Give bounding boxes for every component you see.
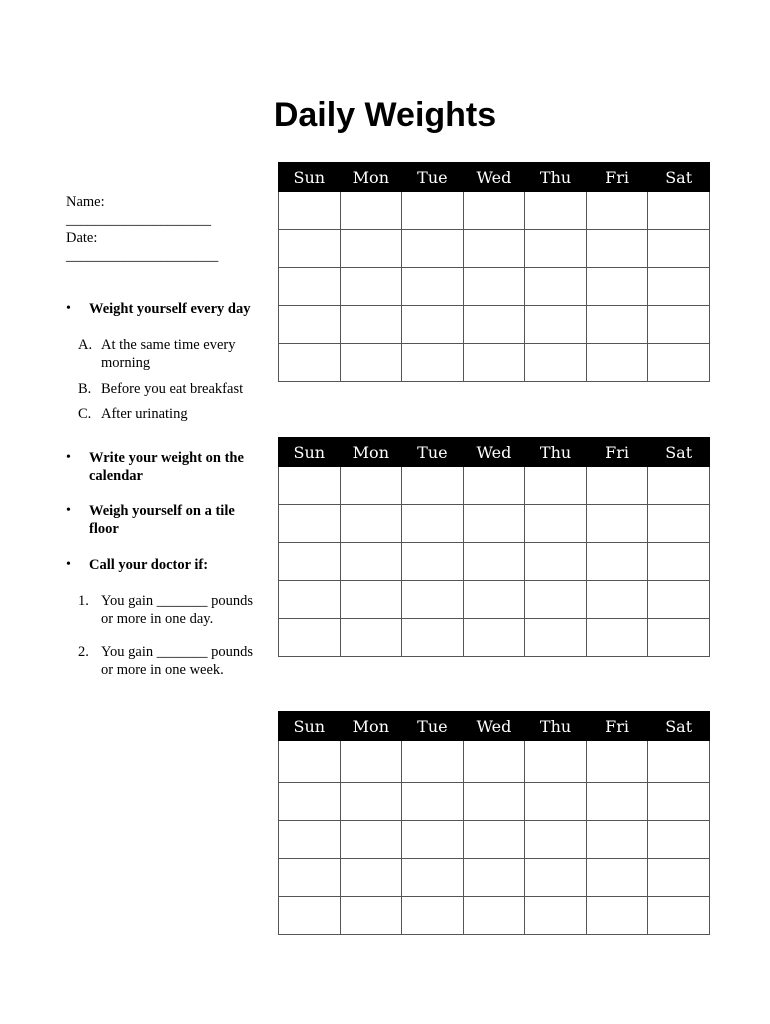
week-row [279,859,710,897]
page-title: Daily Weights [273,96,497,134]
week-row [279,821,710,859]
day-cell[interactable] [340,505,402,543]
day-header: Sun [279,163,341,192]
day-cell[interactable] [402,821,464,859]
day-cell[interactable] [463,859,525,897]
day-cell[interactable] [402,230,464,268]
day-cell[interactable] [525,192,587,230]
day-cell[interactable] [648,897,710,935]
week-row [279,581,710,619]
day-cell[interactable] [525,344,587,382]
week-row [279,741,710,783]
day-header: Mon [340,163,402,192]
day-cell[interactable] [340,467,402,505]
day-cell[interactable] [279,859,341,897]
bullet-icon: • [66,301,71,316]
day-cell[interactable] [525,467,587,505]
day-cell[interactable] [340,741,402,783]
day-cell[interactable] [586,268,648,306]
day-cell[interactable] [279,505,341,543]
day-cell[interactable] [402,268,464,306]
day-cell[interactable] [279,192,341,230]
instruction-sub-a: At the same time every morning [101,337,236,371]
day-header: Wed [463,163,525,192]
day-cell[interactable] [525,306,587,344]
day-cell[interactable] [648,581,710,619]
day-cell[interactable] [586,821,648,859]
bullet-icon: • [66,450,71,465]
day-cell[interactable] [525,821,587,859]
day-header: Fri [586,163,648,192]
day-cell[interactable] [340,821,402,859]
day-cell[interactable] [340,306,402,344]
day-cell[interactable] [279,268,341,306]
day-header: Sat [648,712,710,741]
instruction-tile-floor: Weigh yourself on a tile floor [89,503,235,537]
day-cell[interactable] [463,306,525,344]
day-cell[interactable] [340,192,402,230]
weight-calendar-3 [278,711,710,935]
day-header: Wed [463,438,525,467]
day-cell[interactable] [586,859,648,897]
week-row [279,505,710,543]
day-header: Wed [463,712,525,741]
list-marker: 2. [78,644,89,660]
day-cell[interactable] [402,505,464,543]
day-header: Sat [648,163,710,192]
day-cell[interactable] [279,230,341,268]
day-header: Tue [402,712,464,741]
list-marker: C. [78,406,92,422]
week-row [279,467,710,505]
day-cell[interactable] [525,230,587,268]
day-cell[interactable] [586,741,648,783]
day-cell[interactable] [586,543,648,581]
day-cell[interactable] [402,741,464,783]
list-marker: B. [78,381,92,397]
day-header: Sun [279,712,341,741]
week-row [279,192,710,230]
day-cell[interactable] [648,467,710,505]
day-cell[interactable] [402,897,464,935]
week-row [279,306,710,344]
weight-calendar-1 [278,162,710,382]
day-cell[interactable] [279,821,341,859]
day-cell[interactable] [648,741,710,783]
day-cell[interactable] [402,306,464,344]
day-cell[interactable] [340,859,402,897]
day-cell[interactable] [525,505,587,543]
day-cell[interactable] [463,821,525,859]
day-cell[interactable] [586,230,648,268]
bullet-icon: • [66,557,71,572]
day-cell[interactable] [279,543,341,581]
day-cell[interactable] [402,581,464,619]
instruction-gain-day: You gain _______ pounds or more in one day. [101,593,254,627]
day-cell[interactable] [648,268,710,306]
day-header: Fri [586,712,648,741]
day-cell[interactable] [340,268,402,306]
day-cell[interactable] [463,741,525,783]
day-header: Sun [279,438,341,467]
day-header: Mon [340,438,402,467]
day-cell[interactable] [586,505,648,543]
instruction-call-doctor: Call your doctor if: [89,557,209,573]
day-cell[interactable] [340,783,402,821]
instruction-weigh-daily: Weight yourself every day [89,301,251,317]
day-header: Thu [525,438,587,467]
day-cell[interactable] [525,741,587,783]
day-cell[interactable] [463,581,525,619]
day-header: Sat [648,438,710,467]
week-row [279,230,710,268]
day-cell[interactable] [463,783,525,821]
day-cell[interactable] [586,467,648,505]
day-cell[interactable] [402,344,464,382]
day-cell[interactable] [525,268,587,306]
day-cell[interactable] [402,543,464,581]
day-header: Fri [586,438,648,467]
day-cell[interactable] [648,230,710,268]
instruction-gain-week: You gain _______ pounds or more in one week. [101,644,254,678]
day-cell[interactable] [648,543,710,581]
instruction-sub-c: After urinating [101,406,188,422]
day-cell[interactable] [463,897,525,935]
day-cell[interactable] [402,783,464,821]
day-cell[interactable] [586,581,648,619]
day-cell[interactable] [525,783,587,821]
day-cell[interactable] [402,619,464,657]
week-row [279,897,710,935]
week-row [279,619,710,657]
day-cell[interactable] [463,268,525,306]
day-cell[interactable] [586,192,648,230]
day-cell[interactable] [340,543,402,581]
day-cell[interactable] [340,230,402,268]
day-cell[interactable] [525,543,587,581]
instruction-write-weight: Write your weight on the calendar [89,450,244,484]
day-cell[interactable] [525,581,587,619]
day-header: Thu [525,163,587,192]
week-row [279,268,710,306]
day-cell[interactable] [648,344,710,382]
name-field[interactable]: Name: ____________________ [66,194,211,228]
day-cell[interactable] [586,783,648,821]
day-cell[interactable] [463,192,525,230]
day-cell[interactable] [648,192,710,230]
day-header: Tue [402,438,464,467]
day-header: Tue [402,163,464,192]
day-cell[interactable] [586,306,648,344]
day-cell[interactable] [648,821,710,859]
date-field[interactable]: Date: _____________________ [66,230,219,264]
day-cell[interactable] [340,344,402,382]
day-cell[interactable] [586,344,648,382]
day-cell[interactable] [402,467,464,505]
list-marker: A. [78,337,93,353]
day-cell[interactable] [463,344,525,382]
day-cell[interactable] [463,467,525,505]
day-cell[interactable] [402,192,464,230]
day-cell[interactable] [525,859,587,897]
day-cell[interactable] [279,783,341,821]
day-header: Thu [525,712,587,741]
day-cell[interactable] [340,897,402,935]
week-row [279,543,710,581]
day-header: Mon [340,712,402,741]
day-cell[interactable] [279,619,341,657]
day-cell[interactable] [279,741,341,783]
day-cell[interactable] [648,306,710,344]
week-row [279,783,710,821]
list-marker: 1. [78,593,89,609]
day-cell[interactable] [586,897,648,935]
day-cell[interactable] [525,619,587,657]
day-cell[interactable] [279,897,341,935]
day-cell[interactable] [340,581,402,619]
day-cell[interactable] [463,543,525,581]
day-cell[interactable] [463,230,525,268]
day-cell[interactable] [340,619,402,657]
day-cell[interactable] [648,859,710,897]
week-row [279,344,710,382]
day-cell[interactable] [586,619,648,657]
day-cell[interactable] [402,859,464,897]
day-cell[interactable] [463,505,525,543]
day-cell[interactable] [525,897,587,935]
day-cell[interactable] [648,505,710,543]
day-cell[interactable] [648,619,710,657]
day-cell[interactable] [279,581,341,619]
instruction-sub-b: Before you eat breakfast [101,381,244,397]
weight-calendar-2 [278,437,710,657]
day-cell[interactable] [279,306,341,344]
bullet-icon: • [66,503,71,518]
day-cell[interactable] [279,344,341,382]
day-cell[interactable] [463,619,525,657]
day-cell[interactable] [279,467,341,505]
day-cell[interactable] [648,783,710,821]
